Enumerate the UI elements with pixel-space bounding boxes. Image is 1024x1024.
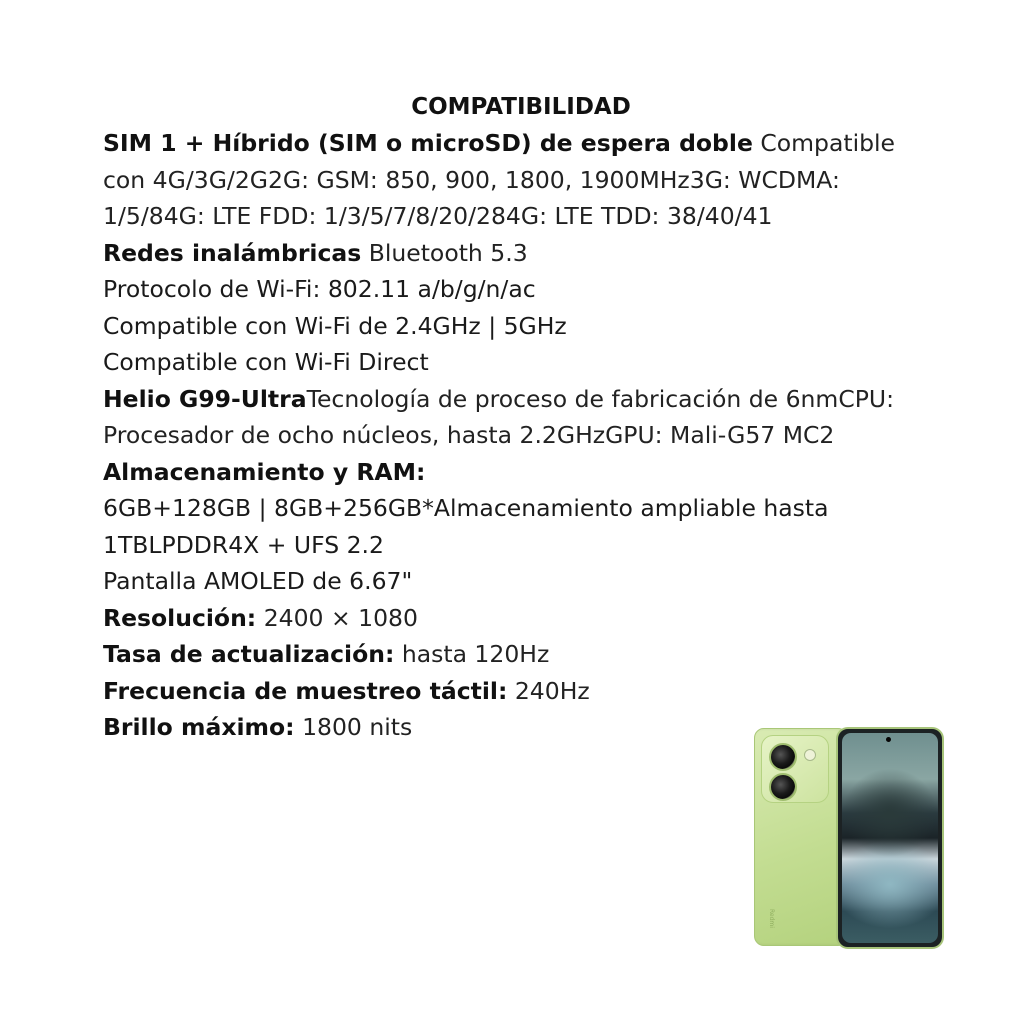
- refresh-value: hasta 120Hz: [394, 640, 550, 668]
- secondary-camera-lens: [769, 773, 797, 801]
- phone-front: [836, 727, 944, 949]
- sim-value: Compatible con 4G/3G/2G2G: GSM: 850, 900, 1800, 1900MHz3G: WCDMA: 1/5/84G: LTE FDD: 1/3/5/7/8/20/284G: LTE TDD: 38/40/41: [103, 129, 903, 230]
- section-title: COMPATIBILIDAD: [411, 94, 631, 120]
- flash-icon: [804, 749, 816, 761]
- front-camera-icon: [886, 737, 891, 742]
- touch-label: Frecuencia de muestreo táctil:: [103, 676, 508, 705]
- phone-back: [754, 728, 848, 946]
- sim-spec: [103, 125, 933, 235]
- resolution-spec: [103, 600, 933, 637]
- storage-spec: [103, 454, 933, 491]
- camera-module: [761, 735, 829, 803]
- wireless-label: Redes inalámbricas: [103, 238, 362, 267]
- refresh-label: Tasa de actualización:: [103, 640, 395, 668]
- brand-logo: Redmi: [768, 909, 775, 928]
- storage-value: 6GB+128GB | 8GB+256GB*Almacenamiento ampliable hasta 1TBLPDDR4X + UFS 2.2: [103, 494, 837, 559]
- main-camera-lens: [769, 743, 797, 771]
- sim-label: SIM 1 + Híbrido (SIM o microSD) de espera doble: [103, 129, 753, 157]
- brightness-value: 1800 nits: [294, 713, 413, 741]
- storage-label: Almacenamiento y RAM:: [103, 457, 426, 486]
- touch-value: 240Hz: [507, 676, 590, 705]
- display-spec: Pantalla AMOLED de 6.67": [103, 567, 413, 595]
- resolution-label: Resolución:: [103, 603, 257, 632]
- phone-screen: [842, 733, 938, 943]
- wireless-value: Bluetooth 5.3: [361, 238, 528, 267]
- spec-list: [103, 125, 933, 746]
- wifi-bands: Compatible con Wi-Fi de 2.4GHz | 5GHz: [103, 311, 567, 340]
- cpu-label: Helio G99-Ultra: [103, 384, 307, 413]
- cpu-value: Tecnología de proceso de fabricación de 6nmCPU: Procesador de ocho núcleos, hasta 2.2GHzGPU: Mali-G57 MC2: [103, 384, 902, 449]
- phone-image: [752, 725, 942, 947]
- refresh-spec: [103, 636, 933, 673]
- brightness-label: Brillo máximo:: [103, 713, 295, 741]
- cpu-spec: [103, 381, 933, 454]
- wifi-protocol: Protocolo de Wi-Fi: 802.11 a/b/g/n/ac: [103, 275, 536, 303]
- resolution-value: 2400 × 1080: [256, 603, 418, 632]
- touch-spec: [103, 673, 933, 710]
- wireless-spec: [103, 235, 933, 272]
- wifi-direct: Compatible con Wi-Fi Direct: [103, 348, 429, 376]
